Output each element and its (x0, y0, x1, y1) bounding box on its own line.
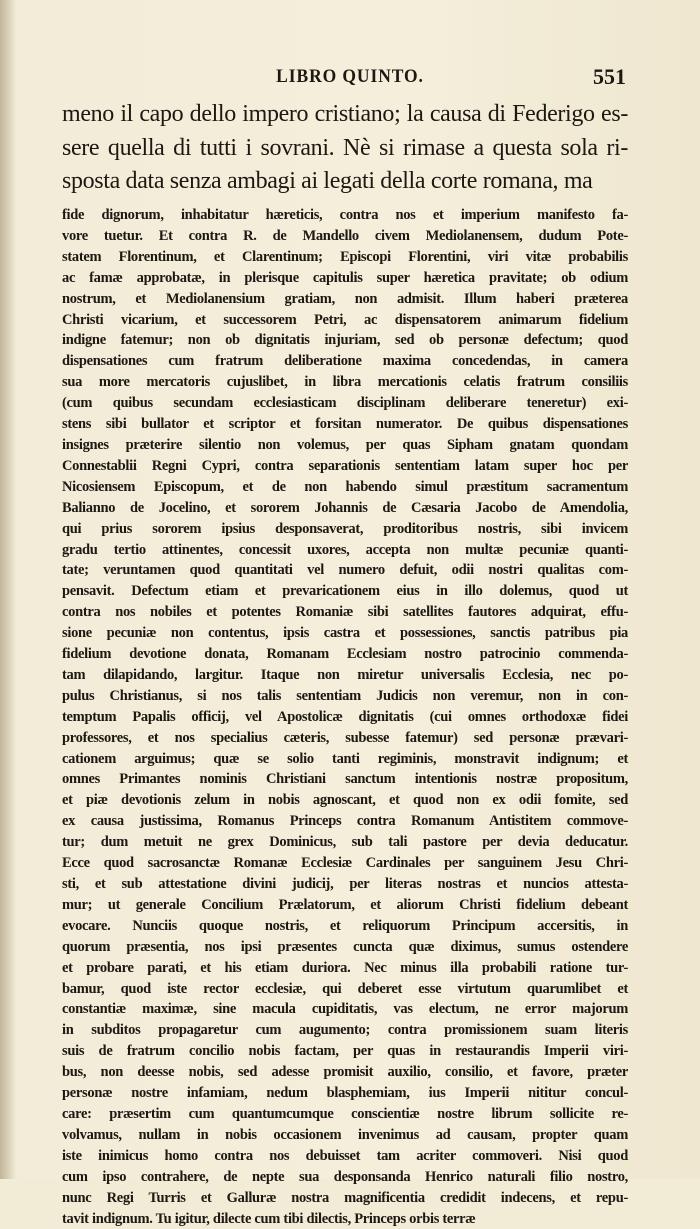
citation-line: mur; ut generale Concilium Prælatorum, et aliorum Christi fidelium debeant (62, 895, 628, 916)
citation-line: professores, et nos specialius cæteris, subesse fatemur) sed personæ prævari- (62, 728, 628, 749)
citation-line: statem Florentinum, et Clarentinum; Episcopi Florentini, viri vitæ probabilis (62, 247, 628, 268)
citation-line: ac famæ approbatæ, in plerisque capitulis super hæretica pravitate; ob odium (62, 268, 628, 289)
latin-citation (62, 205, 628, 1229)
citation-line: contra nos nobiles et potentes Romaniæ sibi satellites fautores adquirat, effu- (62, 602, 628, 623)
main-text-line: sere quella di tutti i sovrani. Nè si rimase a questa sola ri- (62, 132, 628, 166)
citation-line: tate; veruntamen quod quantitati vel numero defuit, odii nostri qualitas com- (62, 560, 628, 581)
main-text-line: meno il capo dello impero cristiano; la causa di Federigo es- (62, 98, 628, 132)
citation-line: Christi vicarium, et successorem Petri, ac dispensatorem animarum fidelium (62, 310, 628, 331)
citation-line: bus, non deesse nobis, sed adesse promisit auxilio, consilio, et favore, præter (62, 1062, 628, 1083)
citation-line: nunc Regi Turris et Galluræ nostra magnificentia credidit indecens, et repu- (62, 1188, 628, 1209)
citation-line: sione pecuniæ non contentus, ipsis castra et possessiones, sanctis patribus pia (62, 623, 628, 644)
citation-line: suis de fratrum concilio nobis factam, per quas in restaurandis Imperii viri- (62, 1041, 628, 1062)
citation-line: gradu tertio attinentes, concessit uxores, accepta non multæ pecuniæ quanti- (62, 540, 628, 561)
citation-line: cum ipso contrahere, de nepte sua desponsanda Henrico naturali filio nostro, (62, 1167, 628, 1188)
citation-line: fidelium devotione donata, Romanam Ecclesiam nostro patrocinio commenda- (62, 644, 628, 665)
citation-line: sti, et sub attestatione divini judicij, per literas nostras et nuncios attesta- (62, 874, 628, 895)
citation-line: pensavit. Defectum etiam et prevaricationem eius in illo dolemus, quod ut (62, 581, 628, 602)
citation-line: dispensationes cum fratrum deliberatione maxima concedendas, in camera (62, 351, 628, 372)
page-header (0, 66, 700, 92)
citation-line: in subditos propagaretur cum augumento; contra promissionem suam literis (62, 1020, 628, 1041)
citation-line: ex causa justissima, Romanus Princeps contra Romanum Antistitem commove- (62, 811, 628, 832)
main-text-line: sposta data senza ambagi ai legati della corte romana, ma (62, 165, 628, 199)
binding-shadow (0, 0, 16, 1179)
citation-line: tavit indignum. Tu igitur, dilecte cum tibi dilectis, Princeps orbis terræ (62, 1209, 628, 1229)
citation-line: nostrum, et Mediolanensium gratiam, non admisit. Illum haberi præterea (62, 289, 628, 310)
citation-line: insignes præterire silentio non volemus, per quas Sipham gnatam quondam (62, 435, 628, 456)
citation-line: indigne fatemur; non ob dignitatis injuriam, sed ob personæ defectum; quod (62, 330, 628, 351)
citation-line: evocare. Nunciis quoque nostris, et reliquorum Principum accersitis, in (62, 916, 628, 937)
citation-line: tur; dum metuit ne grex Dominicus, sub tali pastore per devia deducatur. (62, 832, 628, 853)
citation-line: personæ nostre infamiam, nedum blasphemiam, ius Imperii nititur concul- (62, 1083, 628, 1104)
citation-line: (cum quibus secundam ecclesiasticam disciplinam deliberare teneretur) exi- (62, 393, 628, 414)
citation-line: Nicosiensem Episcopum, et de non habendo simul præstitum sacramentum (62, 477, 628, 498)
citation-line: volvamus, nullam in nobis occasionem invenimus ad causam, propter quam (62, 1125, 628, 1146)
citation-line: stens sibi bullator et scriptor et forsitan numerator. De quibus dispensationes (62, 414, 628, 435)
citation-line: sua more mercatoris cujuslibet, in libra mercationis celatis fratrum consiliis (62, 372, 628, 393)
citation-line: fide dignorum, inhabitatur hæreticis, contra nos et imperium manifesto fa- (62, 205, 628, 226)
citation-line: tam dilapidando, largitur. Itaque non miretur universalis Ecclesia, nec po- (62, 665, 628, 686)
citation-line: cationem arguimus; quæ se solio tanti regiminis, monstravit indignum; et (62, 749, 628, 770)
main-text (62, 98, 628, 199)
citation-line: bamur, quod iste rector ecclesiæ, qui deberet esse virtutum quarumlibet et (62, 979, 628, 1000)
citation-line: Balianno de Jocelino, et sororem Johannis de Cæsaria Jacobo de Amendolia, (62, 498, 628, 519)
page-number: 551 (593, 64, 626, 90)
citation-line: pulus Christianus, si nos talis sententiam Judicis non veremur, non in con- (62, 686, 628, 707)
citation-line: Connestablii Regni Cypri, contra separationis sententiam latam super hoc per (62, 456, 628, 477)
citation-line: qui prius sororem ipsius desponsaverat, proditoribus nostris, sibi invicem (62, 519, 628, 540)
citation-line: et probare parati, et his etiam duriora. Nec minus illa probabili ratione tur- (62, 958, 628, 979)
running-head: LIBRO QUINTO. (28, 66, 672, 88)
citation-line: constantiæ maximæ, sine macula cupiditatis, vas electum, ne error majorum (62, 999, 628, 1020)
citation-line: Ecce quod sacrosanctæ Romanæ Ecclesiæ Cardinales per sanguinem Jesu Chri- (62, 853, 628, 874)
citation-line: et piæ devotionis zelum in nobis agnoscant, et quod non ex odii fomite, sed (62, 790, 628, 811)
citation-line: quorum præsentia, nos ipsi præsentes cuncta quæ diximus, sumus ostendere (62, 937, 628, 958)
citation-line: iste inimicus homo contra nos debuisset tam acriter commoveri. Nisi quod (62, 1146, 628, 1167)
citation-line: care: præsertim cum quantumcumque conscientiæ nostre librum sollicite re- (62, 1104, 628, 1125)
citation-line: omnes Primantes nominis Christiani sanctum intentionis nostræ propositum, (62, 769, 628, 790)
citation-line: vore tuetur. Et contra R. de Mandello civem Mediolanensem, dudum Pote- (62, 226, 628, 247)
citation-line: temptum Papalis officij, vel Apostolicæ dignitatis (cui omnes orthodoxæ fidei (62, 707, 628, 728)
